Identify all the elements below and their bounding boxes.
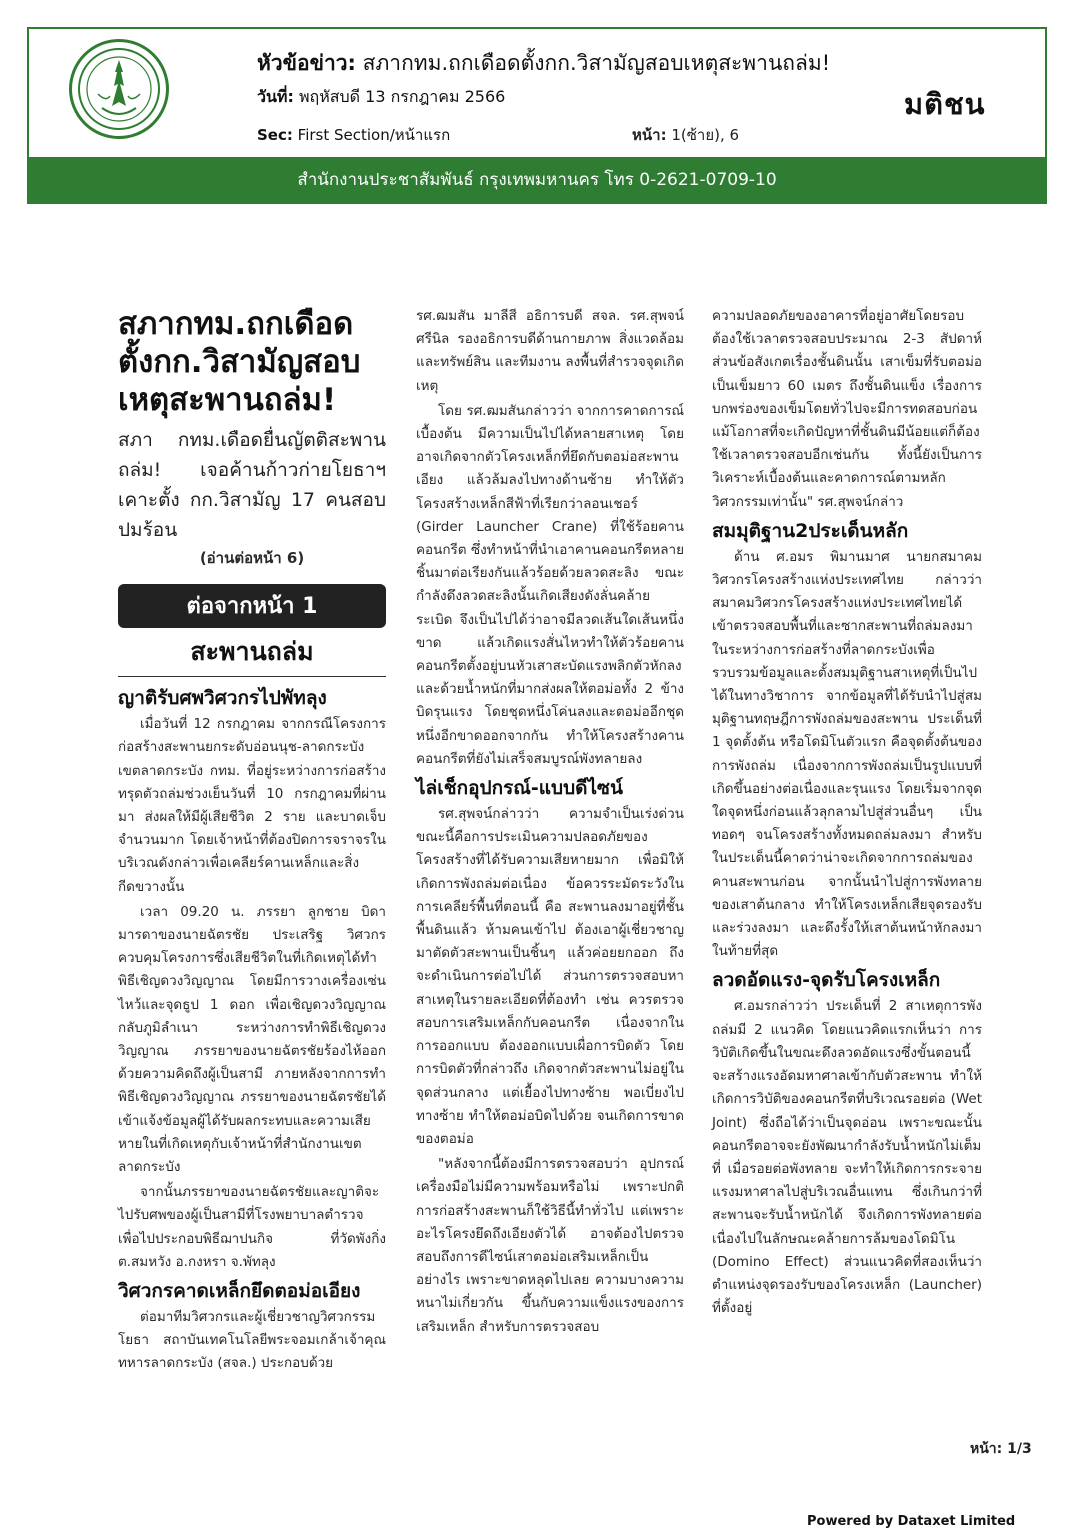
topic-text: สภากทม.ถกเดือดตั้งกก.วิสามัญสอบเหตุสะพานถล่ม!: [362, 51, 831, 75]
column-1-body: [118, 685, 386, 1375]
body-paragraph: เมื่อวันที่ 12 กรกฎาคม จากกรณีโครงการก่อสร้างสะพานยกระดับอ่อนนุช-ลาดกระบัง เขตลาดกระบัง กทม. ที่อยู่ระหว่างการก่อสร้างทรุดตัวถล่มช่วงเย็นวันที่ 10 กรกฎาคมที่ผ่านมา ส่งผลให้มีผู้เสียชีวิต 2 ราย และบาดเจ็บจำนวนมาก โดยเจ้าหน้าที่ต้องปิดการจราจรในบริเวณดังกล่าวเพื่อเคลียร์คานเหล็กและสิ่งกีดขวางนั้น: [118, 716, 386, 895]
sec-text: First Section/หน้าแรก: [297, 126, 451, 144]
powered-by: Powered by Dataxet Limited: [807, 1514, 1016, 1529]
body-paragraph: ความปลอดภัยของอาคารที่อยู่อาศัยโดยรอบต้องใช้เวลาตรวจสอบประมาณ 2-3 สัปดาห์ ส่วนข้อสังเกตเรื่องชั้นดินนั้น เสาเข็มที่รับตอม่อเป็นเข็มยาว 60 เมตร ถึงชั้นดินแข็ง เรื่องการบกพร่องของเข็มโดยทั่วไปจะมีการทดสอบก่อน แม้โอกาสที่จะเกิดปัญหาที่ชั้นดินมีน้อยแต่ก็ต้องใช้เวลาตรวจสอบอีกเช่นกัน ทั้งนี้ยังเป็นการวิเคราะห์เบื้องต้นและคาดการณ์ตามหลักวิศวกรรมเท่านั้น" รศ.สุพจน์กล่าว: [712, 308, 982, 510]
body-paragraph: ศ.อมรกล่าวว่า ประเด็นที่ 2 สาเหตุการพังถล่มมี 2 แนวคิด โดยแนวคิดแรกเห็นว่า การวิบัติเกิดขึ้นในขณะดึงลวดอัดแรงซึ่งขั้นตอนนี้จะสร้างแรงอัดมหาศาลเข้ากับตัวสะพาน ทำให้เกิดการวิบัติของคอนกรีตที่บริเวณรอยต่อ (Wet Joint) ซึ่งถือได้ว่าเป็นจุดอ่อน เพราะขณะนั้นคอนกรีตอาจจะยังพัฒนากำลังรับน้ำหนักไม่เต็มที่ เมื่อรอยต่อพังทลาย จะทำให้เกิดการกระจายแรงมหาศาลไปสู่บริเวณอื่นแทน ซึ่งเกินกว่าที่สะพานจะรับน้ำหนักได้ จึงเกิดการพังทลายต่อเนื่องไปในลักษณะคล้ายการล้มของโดมิโน (Domino Effect) ส่วนแนวคิดที่สองเห็นว่า ตำแหน่งจุดรองรับของโครงเหล็ก (Launcher) ที่ตั้งอยู่: [712, 998, 982, 1317]
page-number: หน้า: 1/3: [970, 1441, 1032, 1457]
subhead: สมมุติฐาน2ประเด็นหลัก: [712, 519, 909, 542]
read-more-note: (อ่านต่อหน้า 6): [199, 549, 305, 567]
article-column-2: [416, 305, 684, 1360]
body-paragraph: โดย รศ.ฒมสันกล่าวว่า จากการคาดการณ์เบื้องต้น มีความเป็นไปได้หลายสาเหตุ โดยอาจเกิดจากตัวโครงเหล็กที่ยึดกับตอม่อสะพานเอียง แล้วล้มลงไปทางด้านซ้าย ทำให้ตัวโครงสร้างเหล็กสีฟ้าที่เรียกว่าลอนเชอร์ (Girder Launcher Crane) ที่ใช้ร้อยคานคอนกรีต ซึ่งทำหน้าที่นำเอาคานคอนกรีตหลายชิ้นมาต่อเรียงกันแล้วร้อยด้วยลวดสะลิง ขณะกำลังดึงลวดสะลิงนั้นเกิดเสียงดังลั่นคล้ายระเบิด จึงเป็นไปได้ว่าอาจมีลวดเส้นใดเส้นหนึ่งขาด แล้วเกิดแรงสั่นไหวทำให้ตัวร้อยคานคอนกรีตตั้งอยู่บนหัวเสาสะบัดแรงพลิกตัวหักลง และด้วยน้ำหนักที่มากส่งผลให้ตอม่อทั้ง 2 ข้างบิดรุนแรง โดยชุดหนึ่งโค่นลงและตอม่ออีกชุดหนึ่งอีกขาดออกจากกัน ทำให้โครงสร้างคานคอนกรีตที่ยังไม่เสร็จสมบูรณ์พังทลายลง: [416, 402, 684, 767]
jump-headline: สะพานถล่ม: [118, 636, 386, 677]
body-paragraph: รศ.สุพจน์กล่าวว่า ความจำเป็นเร่งด่วนขณะนี้คือการประเมินความปลอดภัยของโครงสร้างที่ได้รับความเสียหายมาก เพื่อมิให้เกิดการพังถล่มต่อเนื่อง ข้อควรระมัดระวังในการเคลียร์พื้นที่ตอนนี้ คือ สะพานลงมาอยู่ที่ชั้นพื้นดินแล้ว ห้ามคนเข้าไป ต้องเอาผู้เชี่ยวชาญมาตัดตัวสะพานเป็นชิ้นๆ แล้วค่อยยกออก ถึงจะดำเนินการต่อไปได้ ส่วนการตรวจสอบหาสาเหตุในรายละเอียดที่ต้องทำ เช่น ควรตรวจสอบการเสริมเหล็กกับคอนกรีต เนื่องจากในการออกแบบ ต้องออกแบบเผื่อการบิดตัว โดยการบิดตัวที่กล่าวถึง เกิดจากตัวสะพานไม่อยู่ในจุดส่วนกลาง แต่เยื้องไปทางซ้าย พอเบี่ยงไปทางซ้าย ทำให้ตอม่อบิดไปด้วย จนเกิดการขาดของตอม่อ: [416, 806, 684, 1147]
continued-text: ต่อจากหน้า 1: [186, 593, 318, 619]
office-text: สำนักงานประชาสัมพันธ์ กรุงเทพมหานคร โทร 0-2621-0709-10: [297, 170, 777, 190]
sec-label: Sec:: [257, 126, 293, 144]
office-bar: [29, 157, 1045, 202]
body-paragraph: รศ.ฒมสัน มาลีสี อธิการบดี สจล. รศ.สุพจน์ ศรีนิล รองอธิการบดีด้านกายภาพ สิ่งแวดล้อมและทรัพย์สิน และทีมงาน ลงพื้นที่สำรวจจุดเกิดเหตุ: [416, 308, 684, 394]
publication-brand: มติชน: [904, 87, 986, 121]
bma-seal-logo-icon: [69, 39, 169, 139]
body-paragraph: จากนั้นภรรยาของนายฉัตรชัยและญาติจะไปรับศพของผู้เป็นสามีที่โรงพยาบาลตำรวจ เพื่อไปประกอบพิธีฌาปนกิจ ที่วัดพังกิ่ง ต.สมหวัง อ.กงหรา จ.พัทลุง: [118, 1184, 386, 1270]
topic-label: หัวข้อข่าว:: [257, 51, 356, 75]
page-text: 1(ซ้าย), 6: [671, 126, 740, 144]
article-headline: สภากทม.ถกเดือด ตั้งกก.วิสามัญสอบ เหตุสะพานถล่ม!: [118, 306, 361, 418]
section-line: [257, 123, 450, 147]
subhead: ลวดอัดแรง-จุดรับโครงเหล็ก: [712, 969, 941, 992]
date-line: [257, 85, 505, 110]
subhead: ญาติรับศพวิศวกรไปพัทลุง: [118, 687, 327, 710]
clipping-header: [27, 27, 1047, 204]
column-3-body: [712, 305, 982, 1320]
date-label: วันที่:: [257, 87, 294, 106]
body-paragraph: "หลังจากนี้ต้องมีการตรวจสอบว่า อุปกรณ์เครื่องมือไม่มีความพร้อมหรือไม่ เพราะปกติการก่อสร้างสะพานก็ใช้วิธีนี้ทำทั่วไป แต่เพราะอะไรโครงยึดถึงเอียงตัวได้ อาจต้องไปตรวจสอบถึงการดีไซน์เสาตอม่อเสริมเหล็กเป็นอย่างไร เพราะขาดหลุดไปเลย ความบางความหนาไม่เกี่ยวกัน ขึ้นกับความแข็งแรงของการเสริมเหล็ก สำหรับการตรวจสอบ: [416, 1156, 684, 1335]
date-text: พฤหัสบดี 13 กรกฎาคม 2566: [298, 87, 506, 106]
article-column-3: [712, 305, 982, 1375]
page-ref-line: [632, 123, 739, 147]
article-column-1: [118, 305, 386, 1372]
topic-line: [257, 47, 830, 80]
body-paragraph: ต่อมาทีมวิศวกรและผู้เชี่ยวชาญวิศวกรรมโยธา สถาบันเทคโนโลยีพระจอมเกล้าเจ้าคุณทหารลาดกระบัง (สจล.) ประกอบด้วย: [118, 1309, 386, 1372]
subhead: ไล่เช็กอุปกรณ์-แบบดีไซน์: [416, 777, 623, 800]
column-2-body: [416, 305, 684, 1339]
subhead: วิศวกรคาดเหล็กยึดตอม่อเอียง: [118, 1280, 361, 1303]
body-paragraph: ด้าน ศ.อมร พิมานมาศ นายกสมาคมวิศวกรโครงสร้างแห่งประเทศไทย กล่าวว่า สมาคมวิศวกรโครงสร้างแห่งประเทศไทยได้เข้าตรวจสอบพื้นที่และซากสะพานที่ถล่มลงมาในระหว่างการก่อสร้างที่ลาดกระบังเพื่อรวบรวมข้อมูลและตั้งสมมุติฐานสาเหตุที่เป็นไปได้ในทางวิชาการ จากข้อมูลที่ได้รับนำไปสู่สมมุติฐานทฤษฎีการพังถล่มของสะพาน ประเด็นที่ 1 จุดตั้งต้น หรือโดมิโนตัวแรก คือจุดตั้งต้นของการพังถล่ม เนื่องจากการพังถล่มเป็นรูปแบบที่เกิดขึ้นอย่างต่อเนื่องและรุนแรง โดยเริ่มจากจุดใดจุดหนึ่งก่อนแล้วลุกลามไปสู่ส่วนอื่นๆ เป็นทอดๆ จนโครงสร้างทั้งหมดถล่มลงมา สำหรับในประเด็นนี้คาดว่าน่าจะเกิดจากการถล่มของคานสะพานก่อน จากนั้นนำไปสู่การพังทลายของเสาต้นกลาง ทำให้โครงเหล็กเสียจุดรองรับและร่วงลงมา และดึงรั้งให้เสาต้นหน้าหักลงมาในท้ายที่สุด: [712, 548, 982, 960]
article-deck: สภา กทม.เดือดยื่นญัตติสะพานถล่ม! เจอค้านก้าวก่ายโยธาฯ เคาะตั้ง กก.วิสามัญ 17 คนสอบปมร้อน: [118, 429, 386, 541]
page-label: หน้า:: [632, 126, 667, 144]
body-paragraph: เวลา 09.20 น. ภรรยา ลูกชาย บิดามารดาของนายฉัตรชัย ประเสริฐ วิศวกรควบคุมโครงการซึ่งเสียชีวิตในที่เกิดเหตุได้ทำพิธีเชิญดวงวิญญาณ โดยมีการวางเครื่องเซ่นไหว้และจุดธูป 1 ดอก เพื่อเชิญดวงวิญญาณกลับภูมิลำเนา ระหว่างการทำพิธีเชิญดวงวิญญาณ ภรรยาของนายฉัตรชัยร้องไห้ออกด้วยความคิดถึงผู้เป็นสามี ภายหลังจากการทำพิธีเชิญดวงวิญญาณ ภรรยาของนายฉัตรชัยได้เข้าแจ้งข้อมูลผู้ได้รับผลกระทบและความเสียหายในที่เกิดเหตุกับเจ้าหน้าที่สำนักงานเขตลาดกระบัง: [118, 903, 386, 1176]
continued-banner: [118, 584, 386, 628]
